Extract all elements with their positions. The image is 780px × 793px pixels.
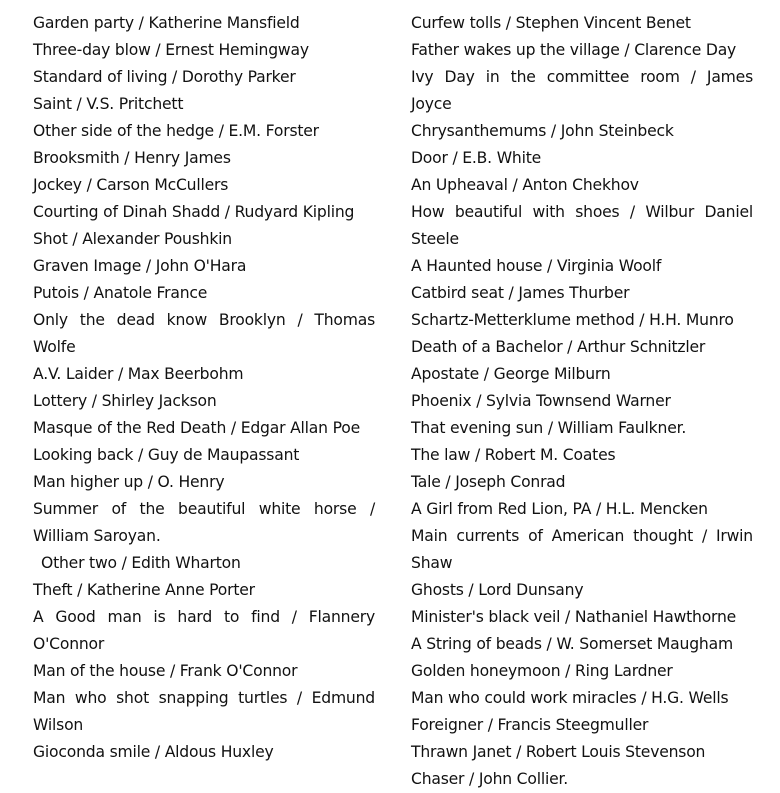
story-entry: Man who could work miracles / H.G. Wells xyxy=(411,689,729,707)
story-entry: Ghosts / Lord Dunsany xyxy=(411,581,584,599)
story-entry: Curfew tolls / Stephen Vincent Benet xyxy=(411,14,691,32)
story-entry: Putois / Anatole France xyxy=(33,284,208,302)
story-entry: The law / Robert M. Coates xyxy=(411,446,616,464)
left-column-list xyxy=(33,10,375,766)
story-entry: Door / E.B. White xyxy=(411,149,542,167)
story-entry: A Girl from Red Lion, PA / H.L. Mencken xyxy=(411,500,708,518)
story-entry: Death of a Bachelor / Arthur Schnitzler xyxy=(411,338,706,356)
story-entry: Schartz-Metterklume method / H.H. Munro xyxy=(411,311,734,329)
story-entry: Looking back / Guy de Maupassant xyxy=(33,446,300,464)
story-entry: Apostate / George Milburn xyxy=(411,365,611,383)
story-entry: Lottery / Shirley Jackson xyxy=(33,392,217,410)
story-entry: Man who shot snapping turtles / Edmund Wilson xyxy=(33,689,375,734)
story-entry: Golden honeymoon / Ring Lardner xyxy=(411,662,673,680)
story-entry: Foreigner / Francis Steegmuller xyxy=(411,716,649,734)
story-entry: Gioconda smile / Aldous Huxley xyxy=(33,743,274,761)
story-entry: Other side of the hedge / E.M. Forster xyxy=(33,122,319,140)
story-entry: Garden party / Katherine Mansfield xyxy=(33,14,300,32)
story-entry: An Upheaval / Anton Chekhov xyxy=(411,176,639,194)
story-entry: Man higher up / O. Henry xyxy=(33,473,225,491)
story-entry: Summer of the beautiful white horse / William Saroyan. xyxy=(33,500,375,545)
story-entry: Other two / Edith Wharton xyxy=(41,554,241,572)
story-entry: Courting of Dinah Shadd / Rudyard Kipling xyxy=(33,203,355,221)
story-entry: Thrawn Janet / Robert Louis Stevenson xyxy=(411,743,706,761)
story-entry: Man of the house / Frank O'Connor xyxy=(33,662,298,680)
story-entry: That evening sun / William Faulkner. xyxy=(411,419,687,437)
story-entry: Only the dead know Brooklyn / Thomas Wolfe xyxy=(33,311,375,356)
story-entry: Main currents of American thought / Irwin Shaw xyxy=(411,527,753,572)
story-entry: Tale / Joseph Conrad xyxy=(411,473,566,491)
story-entry: Jockey / Carson McCullers xyxy=(33,176,229,194)
story-entry: Phoenix / Sylvia Townsend Warner xyxy=(411,392,671,410)
story-entry: A String of beads / W. Somerset Maugham xyxy=(411,635,733,653)
story-entry: Masque of the Red Death / Edgar Allan Poe xyxy=(33,419,360,437)
story-entry: Saint / V.S. Pritchett xyxy=(33,95,184,113)
story-entry: Father wakes up the village / Clarence Day xyxy=(411,41,737,59)
story-entry: Standard of living / Dorothy Parker xyxy=(33,68,296,86)
right-column-list xyxy=(411,10,753,793)
story-entry: Chrysanthemums / John Steinbeck xyxy=(411,122,674,140)
story-entry: Shot / Alexander Poushkin xyxy=(33,230,232,248)
story-entry: A.V. Laider / Max Beerbohm xyxy=(33,365,244,383)
story-entry: Minister's black veil / Nathaniel Hawthorne xyxy=(411,608,737,626)
story-entry: Theft / Katherine Anne Porter xyxy=(33,581,255,599)
story-entry: A Good man is hard to find / Flannery O'Connor xyxy=(33,608,375,653)
story-entry: Catbird seat / James Thurber xyxy=(411,284,630,302)
story-entry: Graven Image / John O'Hara xyxy=(33,257,247,275)
story-entry: A Haunted house / Virginia Woolf xyxy=(411,257,662,275)
story-entry: How beautiful with shoes / Wilbur Daniel Steele xyxy=(411,203,753,248)
story-entry: Chaser / John Collier. xyxy=(411,770,569,788)
story-entry: Brooksmith / Henry James xyxy=(33,149,231,167)
story-entry: Three-day blow / Ernest Hemingway xyxy=(33,41,309,59)
story-entry: Ivy Day in the committee room / James Joyce xyxy=(411,68,753,113)
